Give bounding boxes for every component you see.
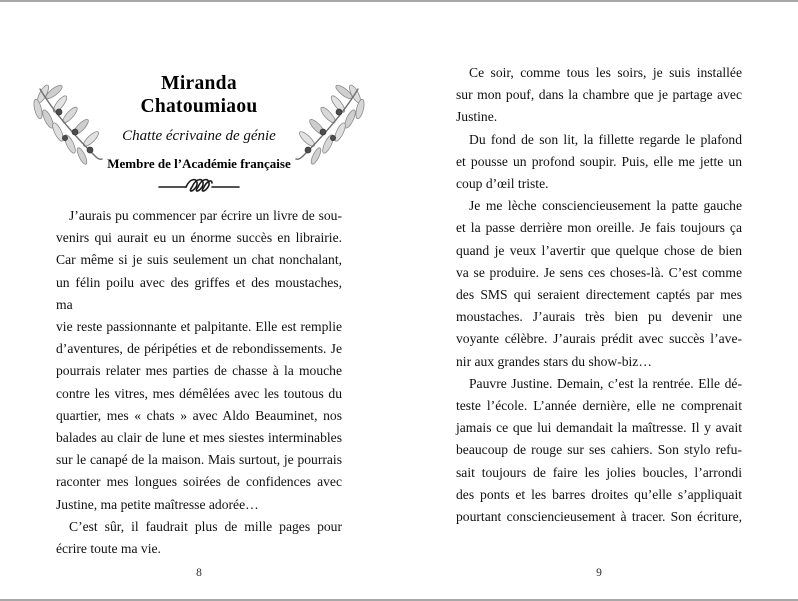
author-subtitle: Chatte écrivaine de génie [122, 128, 276, 144]
text-line: teste l’école. L’année dernière, elle ne comprenait [456, 398, 742, 414]
left-page [29, 0, 369, 601]
text-line: quand je veux l’avertir que quelque chose de bien [456, 242, 742, 258]
text-line: coup d’œil triste. [456, 176, 549, 192]
page-number-left: 8 [196, 567, 202, 579]
text-line: quartier, mes « chats » avec Aldo Beauminet, nos [56, 407, 342, 423]
text-line: vie reste passionnante et palpitante. Elle est remplie [56, 319, 342, 335]
chapter-title-block [103, 72, 295, 172]
paragraph [456, 129, 742, 196]
text-line: pourtant consciencieusement à tracer. Son écriture, [456, 509, 742, 525]
text-line: Du fond de son lit, la fillette regarde le plafond [469, 131, 742, 147]
text-line: Ce soir, comme tous les soirs, je suis installée [469, 65, 742, 80]
text-line: sur le canapé de la maison. Mais surtout, je pourrais [56, 452, 342, 468]
text-line: Pauvre Justine. Demain, c’est la rentrée. Elle dé- [469, 375, 742, 391]
text-line: venirs qui aurait eu un énorme succès en librairie. [56, 230, 342, 246]
text-line: sur mon pouf, dans la chambre que je partage avec [456, 87, 742, 103]
text-line: Justine, ma petite maîtresse adorée… [56, 496, 259, 512]
paragraph [456, 195, 742, 373]
text-line: moustaches. J’aurais très bien pu devenir une [456, 309, 742, 325]
text-line: un félin poilu avec des griffes et des moustaches, ma [56, 274, 342, 312]
text-line: et la passe derrière mon oreille. Je fais toujours ça [456, 220, 742, 236]
text-line: jamais ce que lui demandait la maîtresse. Il y avait [456, 420, 742, 436]
paragraph [456, 373, 742, 528]
text-line: pourrais relater mes parties de chasse à la mouche [56, 363, 342, 379]
olive-branch-icon [29, 82, 103, 168]
text-line: J’aurais pu commencer par écrire un livre de sou- [69, 208, 342, 223]
paragraph [56, 516, 342, 560]
text-line: des ponts et les barres droites qu’elle s’appliquait [456, 486, 742, 502]
chapter-header [29, 72, 369, 172]
text-line: balades au clair de lune et mes siestes interminables [56, 430, 342, 446]
text-line: C’est sûr, il faudrait plus de mille pages pour [69, 518, 342, 534]
right-page-text [456, 62, 742, 528]
text-line: nir aux grandes stars du show-biz… [456, 353, 652, 369]
text-line: Justine. [456, 109, 498, 125]
text-line: écrire toute ma vie. [56, 541, 161, 557]
right-page [429, 0, 769, 601]
author-name-title: Miranda Chatoumiaou [140, 73, 258, 117]
left-page-text [56, 205, 342, 560]
olive-branch-icon [295, 82, 369, 168]
page-number-right: 9 [596, 567, 602, 579]
text-line: et pousse un profond soupir. Puis, elle me jette un [456, 153, 742, 169]
author-membership: Membre de l’Académie française [107, 156, 291, 171]
paragraph [56, 205, 342, 516]
text-line: raconter mes longues soirées de confidences avec [56, 474, 342, 490]
text-line: va se produire. Je sens ces choses-là. C’est comme [456, 264, 742, 280]
text-line: Car même si je suis seulement un chat nonchalant, [56, 252, 342, 268]
text-line: Je me lèche consciencieusement la patte gauche [469, 198, 742, 214]
text-line: contre les vitres, mes démêlées avec les toutous du [56, 385, 342, 401]
text-line: sait toujours de faire les jolies boucles, l’arrondi [456, 464, 742, 480]
rope-squiggle-icon [157, 176, 241, 196]
text-line: d’aventures, de péripéties et de rebondissements. Je [56, 341, 342, 357]
text-line: voyante célèbre. J’aurais prédit avec succès l’ave- [456, 331, 742, 347]
text-line: beaucoup de rouge sur ses cahiers. Son stylo refu- [456, 442, 742, 458]
paragraph [456, 62, 742, 129]
section-divider [29, 176, 369, 196]
text-line: des SMS qui seraient directement captés par mes [456, 287, 742, 303]
